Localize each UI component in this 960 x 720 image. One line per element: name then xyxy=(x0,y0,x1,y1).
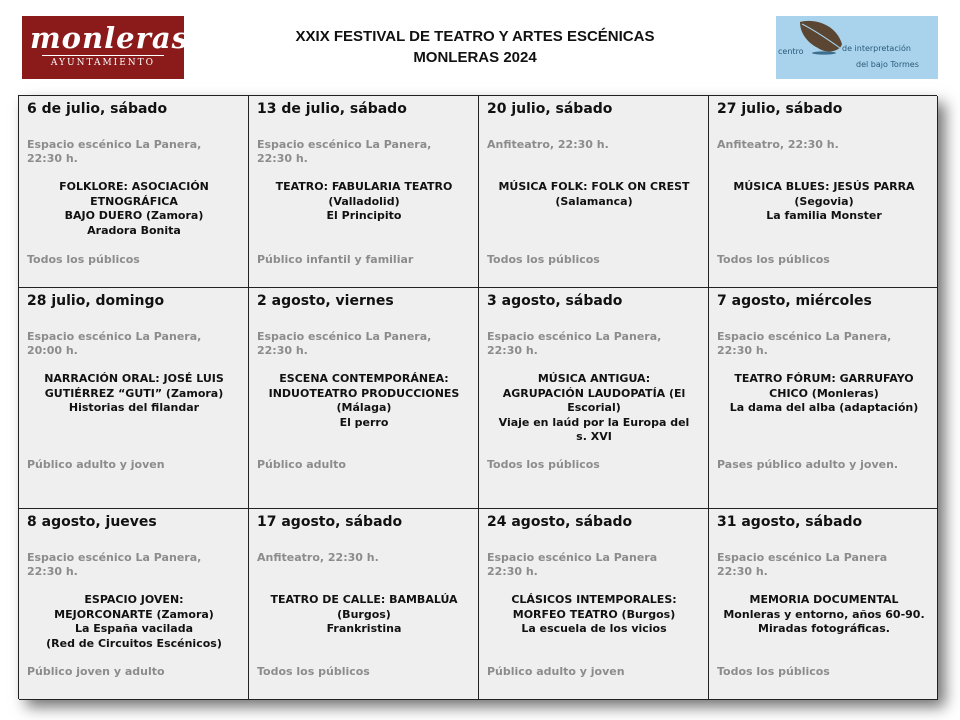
event-cell xyxy=(19,509,249,700)
event-venue-line: 22:30 h. xyxy=(257,344,308,357)
event-venue xyxy=(27,138,239,166)
event-show-line: MÚSICA BLUES: JESÚS PARRA xyxy=(733,180,915,193)
event-show-line: (Segovia) xyxy=(794,194,854,208)
event-date: 17 agosto, sábado xyxy=(257,514,403,530)
logo-rule xyxy=(42,55,164,56)
page-header xyxy=(0,0,960,92)
event-cell xyxy=(249,288,479,509)
event-show-line: NARRACIÓN ORAL: JOSÉ LUIS xyxy=(44,372,224,385)
event-show-line: AGRUPACIÓN LAUDOPATÍA (El xyxy=(502,386,686,400)
event-show xyxy=(253,372,475,430)
event-date: 20 julio, sábado xyxy=(487,101,613,117)
event-show xyxy=(713,180,935,224)
event-show-line: s. XVI xyxy=(576,430,612,443)
event-audience: Todos los públicos xyxy=(487,458,600,471)
event-cell xyxy=(479,96,709,288)
event-show-line: MEJORCONARTE (Zamora) xyxy=(54,607,214,621)
event-audience: Todos los públicos xyxy=(717,665,830,678)
event-venue-line: Espacio escénico La Panera, xyxy=(257,330,432,343)
event-venue-line: Espacio escénico La Panera, xyxy=(27,138,202,151)
event-show-line: Monleras y entorno, años 60-90. xyxy=(723,607,925,621)
ayuntamiento-logo xyxy=(22,16,189,79)
event-venue-line: Espacio escénico La Panera, xyxy=(487,330,662,343)
title-line-2: MONLERAS 2024 xyxy=(413,49,537,66)
event-show-line: BAJO DUERO (Zamora) xyxy=(64,209,204,222)
title-line-1: XXIX FESTIVAL DE TEATRO Y ARTES ESCÉNICAS xyxy=(295,28,655,45)
event-date: 2 agosto, viernes xyxy=(257,293,394,309)
event-show-line: GUTIÉRREZ “GUTI” (Zamora) xyxy=(44,386,224,400)
event-audience: Todos los públicos xyxy=(257,665,370,678)
event-cell xyxy=(249,96,479,288)
event-date: 6 de julio, sábado xyxy=(27,101,168,117)
event-venue-line: Espacio escénico La Panera, xyxy=(27,330,202,343)
event-venue xyxy=(257,330,469,358)
event-show-line: (Red de Circuitos Escénicos) xyxy=(46,636,222,650)
event-show-line: ETNOGRÁFICA xyxy=(90,194,178,208)
event-venue-line: Espacio escénico La Panera, xyxy=(257,138,432,151)
event-audience: Todos los públicos xyxy=(27,253,140,266)
event-show-line: Viaje en laúd por la Europa del xyxy=(498,415,690,429)
event-date: 27 julio, sábado xyxy=(717,101,843,117)
event-show-line: Frankristina xyxy=(326,622,402,635)
event-venue-line: Espacio escénico La Panera xyxy=(717,551,888,564)
event-show-line: (Salamanca) xyxy=(555,194,633,208)
event-show-line: La familia Monster xyxy=(766,209,882,222)
event-venue xyxy=(487,138,699,152)
event-show-line: Miradas fotográficas. xyxy=(758,622,890,635)
event-venue xyxy=(487,551,699,579)
event-venue-line: 22:30 h. xyxy=(487,344,538,357)
logo-script: monleras xyxy=(30,21,189,55)
event-venue-line: Anfiteatro, 22:30 h. xyxy=(717,138,839,151)
event-show-line: La dama del alba (adaptación) xyxy=(729,401,919,414)
event-date: 31 agosto, sábado xyxy=(717,514,863,530)
event-show xyxy=(483,372,705,445)
logo-right-line-1: centro xyxy=(778,47,804,56)
centro-interpretacion-logo xyxy=(776,16,938,79)
logo-right-line-3: del bajo Tormes xyxy=(856,60,919,69)
event-show xyxy=(483,593,705,637)
event-show-line: CLÁSICOS INTEMPORALES: xyxy=(511,593,677,606)
event-show-line: INDUOTEATRO PRODUCCIONES xyxy=(268,386,460,400)
event-venue-line: 20:00 h. xyxy=(27,344,78,357)
event-venue-line: Espacio escénico La Panera xyxy=(487,551,658,564)
event-venue xyxy=(257,551,469,565)
event-date: 13 de julio, sábado xyxy=(257,101,407,117)
schedule-table xyxy=(18,95,937,699)
event-venue-line: Espacio escénico La Panera, xyxy=(27,551,202,564)
event-show-line: ESPACIO JOVEN: xyxy=(84,593,184,606)
event-show-line: FOLKLORE: ASOCIACIÓN xyxy=(59,180,209,193)
event-venue xyxy=(717,551,929,579)
event-venue xyxy=(487,330,699,358)
event-audience: Pases público adulto y joven. xyxy=(717,458,899,471)
event-venue xyxy=(27,330,239,358)
event-show xyxy=(253,593,475,637)
event-audience: Público infantil y familiar xyxy=(257,253,414,266)
event-show-line: MÚSICA FOLK: FOLK ON CREST xyxy=(498,180,690,193)
event-venue xyxy=(257,138,469,166)
event-venue-line: Anfiteatro, 22:30 h. xyxy=(487,138,609,151)
event-cell xyxy=(19,96,249,288)
event-show xyxy=(23,593,245,651)
event-venue-line: Anfiteatro, 22:30 h. xyxy=(257,551,379,564)
logo-sub: AYUNTAMIENTO xyxy=(50,58,156,68)
event-show xyxy=(253,180,475,224)
event-show-line: El Principito xyxy=(326,209,402,222)
event-audience: Público adulto xyxy=(257,458,346,471)
event-venue-line: 22:30 h. xyxy=(717,565,768,578)
event-audience: Público adulto y joven xyxy=(27,458,165,471)
event-venue xyxy=(717,330,929,358)
event-cell xyxy=(479,288,709,509)
event-show xyxy=(713,372,935,416)
event-date: 28 julio, domingo xyxy=(27,293,165,309)
event-venue-line: 22:30 h. xyxy=(27,565,78,578)
event-audience: Público adulto y joven xyxy=(487,665,625,678)
event-date: 24 agosto, sábado xyxy=(487,514,633,530)
event-cell xyxy=(709,509,938,700)
event-show-line: El perro xyxy=(339,415,389,429)
event-show-line: Aradora Bonita xyxy=(87,223,181,237)
event-venue xyxy=(717,138,929,152)
event-cell xyxy=(709,288,938,509)
event-show-line: Historias del filandar xyxy=(68,401,200,414)
event-venue-line: 22:30 h. xyxy=(717,344,768,357)
event-venue-line: 22:30 h. xyxy=(257,152,308,165)
schedule-table-wrapper xyxy=(18,95,937,699)
page-title xyxy=(250,26,700,68)
event-show-line: ESCENA CONTEMPORÁNEA: xyxy=(279,372,449,385)
event-show-line: La España vacilada xyxy=(74,622,194,635)
event-audience: Todos los públicos xyxy=(717,253,830,266)
event-show xyxy=(713,593,935,637)
event-show-line: (Málaga) xyxy=(336,401,392,414)
event-show-line: MÚSICA ANTIGUA: xyxy=(537,372,651,385)
event-show-line: Escorial) xyxy=(567,401,621,414)
event-show xyxy=(23,180,245,238)
event-date: 7 agosto, miércoles xyxy=(717,293,872,309)
logo-right-line-2: de interpretación xyxy=(842,44,911,53)
event-venue-line: 22:30 h. xyxy=(27,152,78,165)
event-show-line: TEATRO: FABULARIA TEATRO xyxy=(275,180,453,193)
event-venue xyxy=(27,551,239,579)
event-date: 3 agosto, sábado xyxy=(487,293,623,309)
event-show-line: MORFEO TEATRO (Burgos) xyxy=(512,607,676,621)
event-cell xyxy=(249,509,479,700)
event-show-line: TEATRO FÓRUM: GARRUFAYO xyxy=(734,372,914,385)
event-date: 8 agosto, jueves xyxy=(27,514,157,530)
event-show-line: (Valladolid) xyxy=(328,194,400,208)
event-show-line: (Burgos) xyxy=(337,607,391,621)
event-venue-line: Espacio escénico La Panera, xyxy=(717,330,892,343)
event-audience: Público joven y adulto xyxy=(27,665,165,678)
event-show-line: MEMORIA DOCUMENTAL xyxy=(749,593,899,606)
event-cell xyxy=(479,509,709,700)
event-show-line: TEATRO DE CALLE: BAMBALÚA xyxy=(270,593,458,606)
event-venue-line: 22:30 h. xyxy=(487,565,538,578)
event-show-line: La escuela de los vicios xyxy=(521,622,667,635)
event-show xyxy=(483,180,705,209)
event-show-line: CHICO (Monleras) xyxy=(769,386,879,400)
event-audience: Todos los públicos xyxy=(487,253,600,266)
event-cell xyxy=(19,288,249,509)
event-show xyxy=(23,372,245,416)
event-cell xyxy=(709,96,938,288)
